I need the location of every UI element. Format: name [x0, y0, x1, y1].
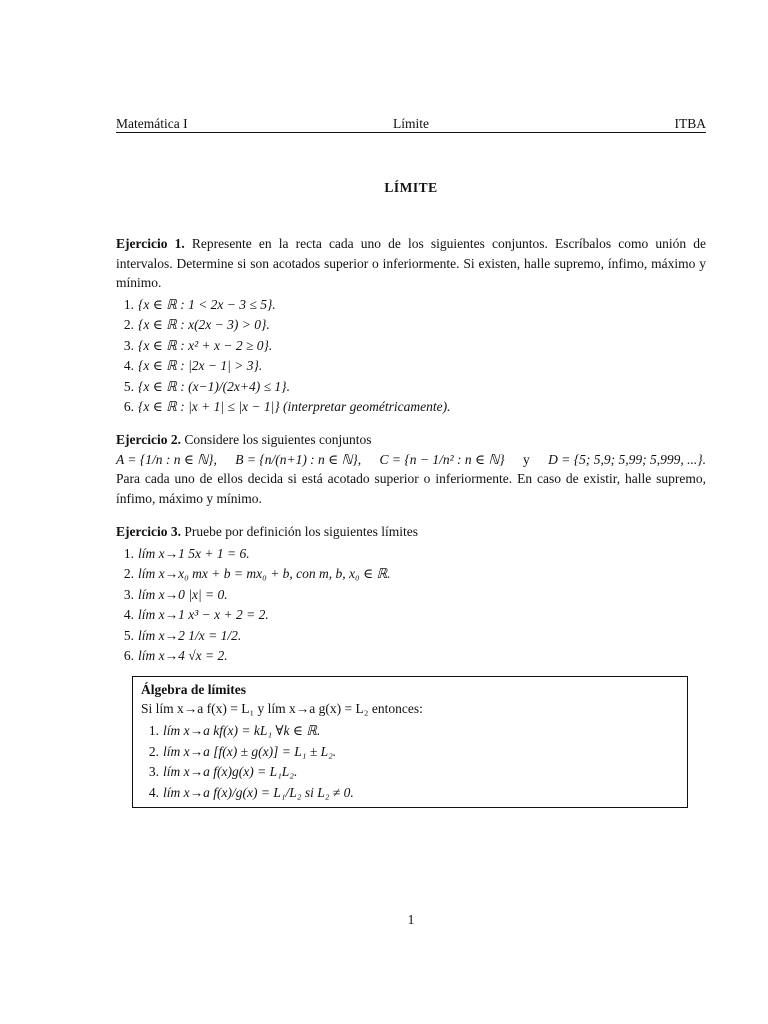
list-item: 4. lím x→a f(x)/g(x) = L₁/L₂ si L₂ ≠ 0.: [148, 784, 354, 800]
exercise-2-sets: [116, 450, 706, 470]
header-institution: ITBA: [674, 116, 706, 131]
set-b: B = {n/(n+1) : n ∈ ℕ},: [235, 451, 362, 467]
exercise-2-label: Ejercicio 2.: [116, 432, 181, 447]
list-item: 4. {x ∈ ℝ : |2x − 1| > 3}.: [123, 358, 263, 374]
limit-algebra-box: [132, 676, 688, 808]
header-course: Matemática I: [116, 116, 188, 131]
document-page: [116, 0, 706, 1024]
box-intro: Si lím x→a f(x) = L₁ y lím x→a g(x) = L₂ entonces:: [141, 701, 423, 716]
box-title: Álgebra de límites: [141, 682, 246, 697]
list-item: 1. {x ∈ ℝ : 1 < 2x − 3 ≤ 5}.: [123, 296, 276, 312]
set-a: A = {1/n : n ∈ ℕ},: [116, 451, 217, 467]
page-title: LÍMITE: [384, 180, 438, 195]
exercise-2-text: Para cada uno de ellos decida si está acotado superior o inferiormente. En caso de existir, halle supremo, ínfimo, máximo y mínimo.: [116, 471, 706, 506]
box-list: [141, 721, 679, 803]
list-item: 1. lím x→1 5x + 1 = 6.: [123, 545, 250, 561]
exercise-1-list: [116, 295, 706, 418]
list-item: 3. {x ∈ ℝ : x² + x − 2 ≥ 0}.: [123, 337, 273, 353]
list-item: 4. lím x→1 x³ − x + 2 = 2.: [123, 607, 269, 623]
exercise-1: [116, 234, 706, 418]
list-item: 2. lím x→x₀ mx + b = mx₀ + b, con m, b, x₀ ∈ ℝ.: [123, 566, 391, 582]
list-item: 6. lím x→4 √x = 2.: [123, 648, 228, 664]
conjunction: y: [522, 451, 530, 467]
exercise-3-label: Ejercicio 3.: [116, 524, 181, 539]
exercise-1-text: Represente en la recta cada uno de los siguientes conjuntos. Escríbalos como unión de intervalos. Determine si son acotados superior o inferiormente. Si existen, halle supremo, ínfimo, máximo y mínimo.: [116, 236, 706, 291]
list-item: 2. lím x→a [f(x) ± g(x)] = L₁ ± L₂.: [148, 743, 337, 759]
list-item: 1. lím x→a kf(x) = kL₁ ∀k ∈ ℝ.: [148, 723, 321, 738]
exercise-1-label: Ejercicio 1.: [116, 236, 185, 251]
set-d: D = {5; 5,9; 5,99; 5,999, ...}.: [548, 451, 706, 467]
list-item: 5. lím x→2 1/x = 1/2.: [123, 627, 242, 643]
exercise-2-intro: Ejercicio 2. Considere los siguientes conjuntos: [116, 432, 372, 447]
set-c: C = {n − 1/n² : n ∈ ℕ}: [379, 451, 505, 467]
header-topic: Límite: [393, 116, 429, 131]
exercise-3: [116, 522, 706, 667]
list-item: 2. {x ∈ ℝ : x(2x − 3) > 0}.: [123, 317, 270, 333]
exercise-3-intro: Ejercicio 3. Pruebe por definición los siguientes límites: [116, 524, 418, 539]
list-item: 3. lím x→0 |x| = 0.: [123, 586, 228, 602]
list-item: 5. {x ∈ ℝ : (x−1)/(2x+4) ≤ 1}.: [123, 378, 290, 394]
list-item: 3. lím x→a f(x)g(x) = L₁L₂.: [148, 764, 298, 779]
page-number: 1: [407, 912, 415, 927]
list-item: 6. {x ∈ ℝ : |x + 1| ≤ |x − 1|} (interpretar geométricamente).: [123, 399, 451, 415]
exercise-1-statement: [116, 234, 706, 293]
exercise-2: [116, 430, 706, 508]
running-header: [116, 114, 706, 133]
exercise-3-list: [116, 544, 706, 667]
